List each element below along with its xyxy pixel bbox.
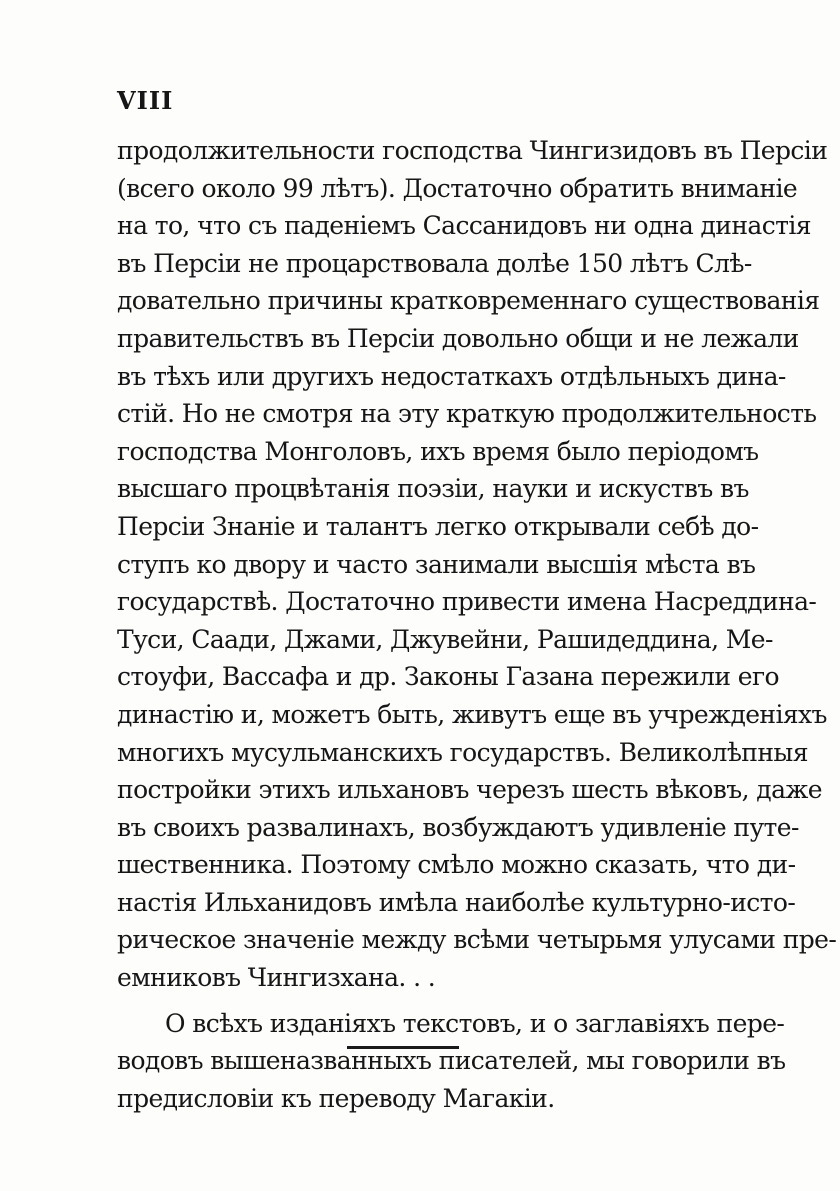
text-line: на то, что съ паденіемъ Сассанидовъ ни одна династія [117,211,811,241]
paragraph-2 [117,1005,786,1118]
paragraph-1 [117,132,837,997]
text-line: Персіи Знаніе и талантъ легко открывали себѣ до- [117,511,759,541]
body-text [117,132,837,1117]
text-line: стоуфи, Вассафа и др. Законы Газана пережили его [117,662,779,692]
text-line: династію и, можетъ быть, живутъ еще въ учрежденіяхъ [117,699,827,729]
text-line: предисловіи къ переводу Магакіи. [117,1083,555,1113]
text-line: въ тѣхъ или другихъ недостаткахъ отдѣльныхъ дина- [117,361,786,391]
text-line: въ Персіи не процарствовала долѣе 150 лѣтъ Слѣ- [117,248,752,278]
text-line: господства Монголовъ, ихъ время было періодомъ [117,436,759,466]
page-number: VIII [117,86,174,115]
text-line: довательно причины кратковременнаго существованія [117,286,820,316]
text-line: шественника. Поэтому смѣло можно сказать, что ди- [117,850,796,880]
text-line: (всего около 99 лѣтъ). Достаточно обратить вниманіе [117,173,798,203]
text-line: стій. Но не смотря на эту краткую продолжительность [117,399,817,429]
text-line: многихъ мусульманскихъ государствъ. Великолѣпныя [117,737,808,767]
text-line: настія Ильханидовъ имѣла наиболѣе культурно-исто- [117,887,796,917]
text-line: Туси, Саади, Джами, Джувейни, Рашидеддина, Ме- [117,624,773,654]
text-line: продолжительности господства Чингизидовъ въ Персіи [117,136,828,165]
text-line: ступъ ко двору и часто занимали высшія мѣста въ [117,549,756,579]
text-line: постройки этихъ ильхановъ черезъ шесть вѣковъ, даже [117,775,822,805]
text-line: правительствъ въ Персіи довольно общи и не лежали [117,323,799,353]
text-line: О всѣхъ изданіяхъ текстовъ, и о заглавіяхъ пере- [165,1008,785,1038]
text-line: въ своихъ развалинахъ, возбуждаютъ удивленіе путе- [117,812,799,842]
paragraph-gap [117,997,687,1005]
text-line: емниковъ Чингизхана. . . [117,963,436,993]
text-line: водовъ вышеназванныхъ писателей, мы говорили въ [117,1046,786,1076]
text-line: высшаго процвѣтанія поэзіи, науки и искуствъ въ [117,474,749,504]
text-line: рическое значеніе между всѣми четырьмя улусами пре- [117,925,837,955]
text-line: государствѣ. Достаточно привести имена Насреддина- [117,587,817,617]
section-end-rule [347,1046,459,1049]
